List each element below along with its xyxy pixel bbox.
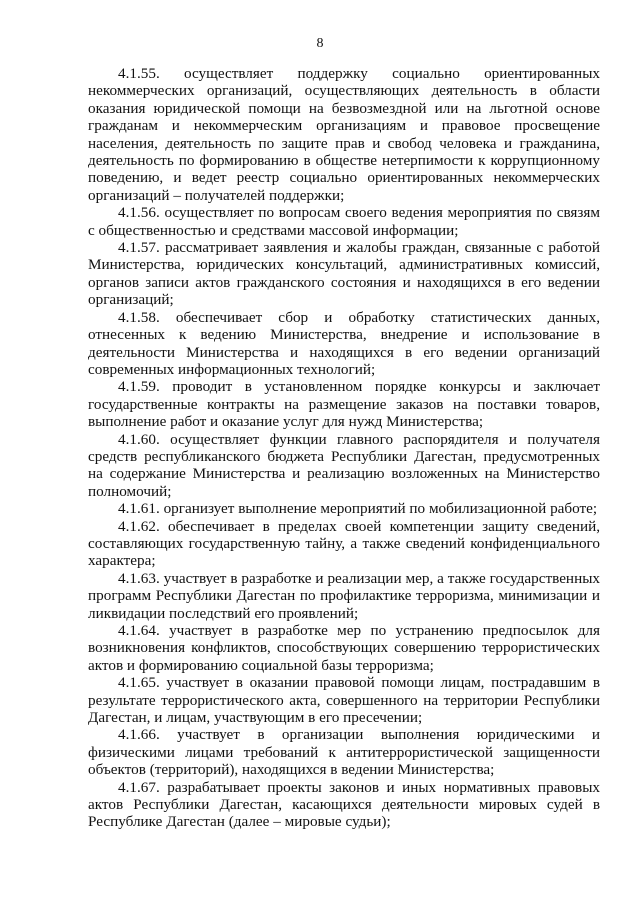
paragraph-4-1-62: 4.1.62. обеспечивает в пределах своей компетенции защиту сведений, составляющих государственную тайну, а также сведений конфиденциального характера; (88, 517, 600, 570)
paragraph-4-1-57: 4.1.57. рассматривает заявления и жалобы граждан, связанные с работой Министерства, юридических консультаций, административных комиссий, органов записи актов гражданского состояния и находящихся в его ведении организаций; (88, 239, 600, 309)
paragraph-4-1-58: 4.1.58. обеспечивает сбор и обработку статистических данных, отнесенных к ведению Министерства, внедрение и использование в деятельности Министерства и находящихся в его ведении организаций современных информационных технологий; (88, 308, 600, 378)
paragraph-4-1-55: 4.1.55. осуществляет поддержку социально ориентированных некоммерческих организаций, осуществляющих деятельность в области оказания юридической помощи на безвозмездной или на льготной основе гражданам и некоммерческим организациям и правовое просвещение населения, деятельность по защите прав и свобод человека и гражданина, деятельность по формированию в обществе нетерпимости к коррупционному поведению, и ведет реестр социально ориентированных некоммерческих организаций – получателей поддержки; (88, 65, 600, 204)
paragraph-4-1-66: 4.1.66. участвует в организации выполнения юридическими и физическими лицами требований к антитеррористической защищенности объектов (территорий), находящихся в ведении Министерства; (88, 726, 600, 779)
paragraph-4-1-64: 4.1.64. участвует в разработке мер по устранению предпосылок для возникновения конфликтов, способствующих совершению террористических актов и формированию социальной базы терроризма; (88, 622, 600, 674)
paragraph-4-1-61: 4.1.61. организует выполнение мероприятий по мобилизационной работе; (118, 500, 598, 518)
page-number: 8 (316, 36, 324, 51)
paragraph-4-1-65: 4.1.65. участвует в оказании правовой помощи лицам, пострадавшим в результате террористического акта, совершенного на территории Республики Дагестан, и лицам, участвующим в его пресечении; (88, 674, 600, 727)
paragraph-4-1-59: 4.1.59. проводит в установленном порядке конкурсы и заключает государственные контракты на размещение заказов на поставки товаров, выполнение работ и оказание услуг для нужд Министерства; (88, 378, 600, 431)
document-body (88, 65, 600, 831)
paragraph-4-1-63: 4.1.63. участвует в разработке и реализации мер, а также государственных программ Республики Дагестан по профилактике терроризма, минимизации и ликвидации последствий его проявлений; (88, 569, 600, 622)
paragraph-4-1-60: 4.1.60. осуществляет функции главного распорядителя и получателя средств республиканского бюджета Республики Дагестан, предусмотренных на содержание Министерства и реализацию возложенных на Министерство полномочий; (88, 430, 600, 500)
paragraph-4-1-67: 4.1.67. разрабатывает проекты законов и иных нормативных правовых актов Республики Дагестан, касающихся деятельности мировых судей в Республике Дагестан (далее – мировые судьи); (88, 778, 600, 831)
paragraph-4-1-56: 4.1.56. осуществляет по вопросам своего ведения мероприятия по связям с общественностью и средствами массовой информации; (88, 204, 600, 239)
